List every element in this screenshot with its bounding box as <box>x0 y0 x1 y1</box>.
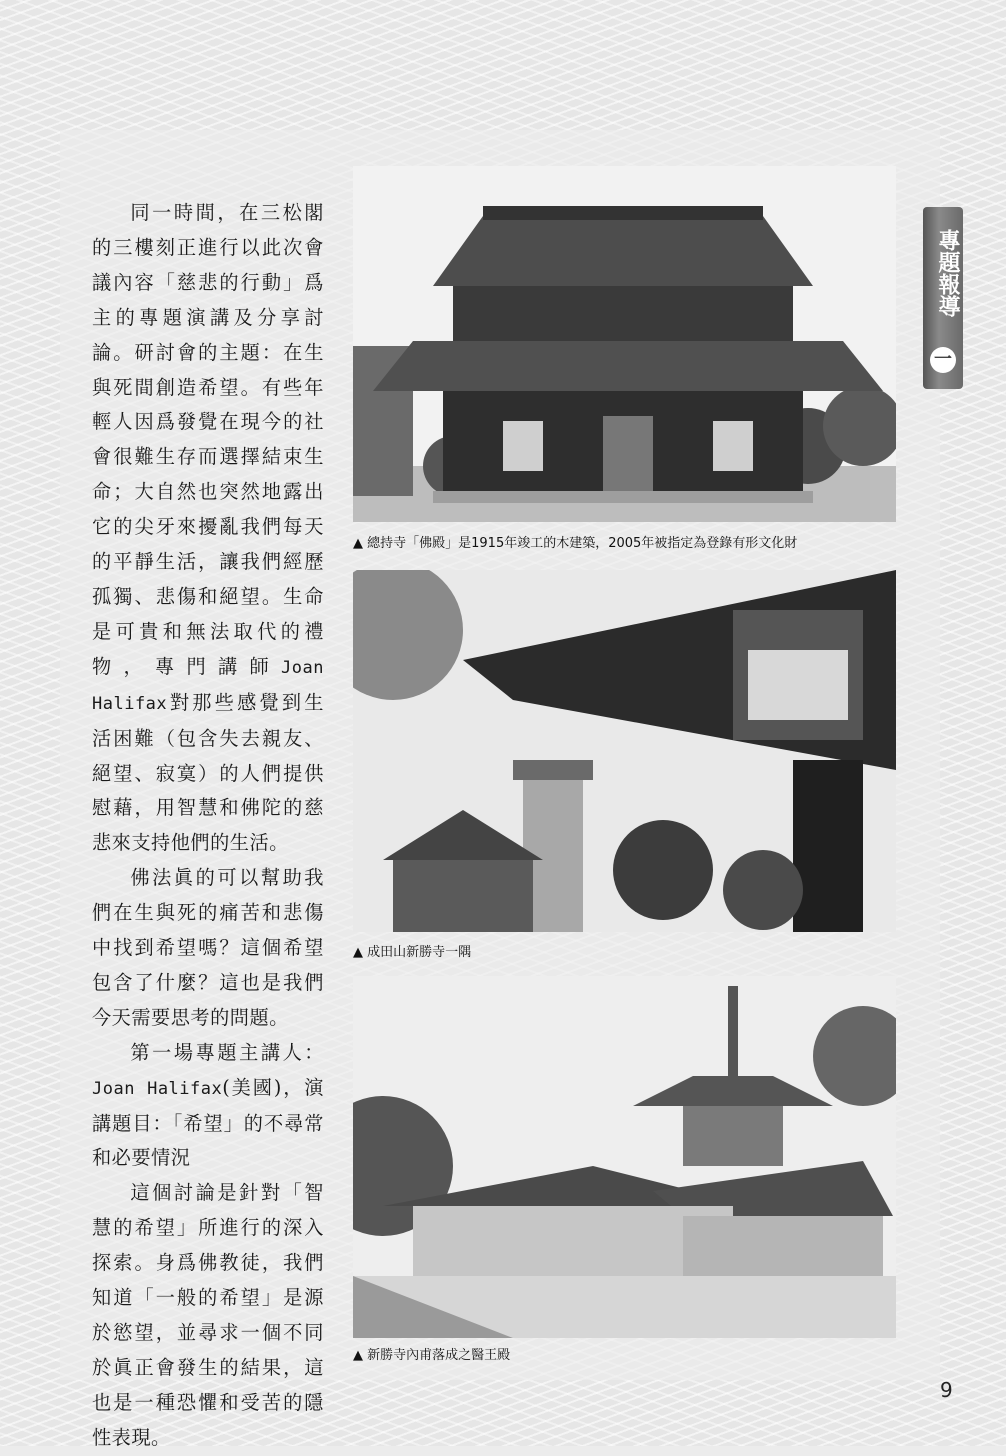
page-number: 9 <box>940 1378 953 1402</box>
speaker-name: Joan Halifax <box>92 657 324 714</box>
paragraph-2: 佛法眞的可以幫助我們在生與死的痛苦和悲傷中找到希望嗎？這個希望包含了什麼？這也是我們今天需要思考的問題。 <box>92 866 324 1029</box>
section-tab-label: 專題報導 <box>935 229 961 317</box>
caption-photo-1: ▲ 總持寺「佛殿」是1915年竣工的木建築，2005年被指定為登錄有形文化財 <box>353 536 798 551</box>
paragraph-1-text: 同一時間，在三松閣的三樓刻正進行以此次會議內容「慈悲的行動」爲主的專題演講及分享討論。研討會的主題：在生與死間創造希望。有些年輕人因爲發覺在現今的社會很難生存而選擇結束生命；大自然也突然地露出它的尖牙來擾亂我們每天的平靜生活，讓我們經歷孤獨、悲傷和絕望。生命是可貴和無法取代的禮物，專門講師 <box>92 201 324 678</box>
paragraph-1-rest: 對那些感覺到生活困難（包含失去親友、絕望、寂寞）的人們提供慰藉，用智慧和佛陀的慈悲來支持他們的生活。 <box>92 690 324 855</box>
paragraph-3 <box>92 1036 324 1177</box>
pagoda-hall-illustration <box>353 976 896 1338</box>
paragraph-1 <box>92 196 324 861</box>
speaker-name-2: Joan Halifax <box>92 1078 223 1099</box>
section-tab <box>915 203 967 395</box>
paragraph-3-rest: (美國)，演講題目：「希望」的不尋常和必要情況 <box>92 1075 324 1170</box>
caption-photo-3: ▲ 新勝寺內甫落成之醫王殿 <box>353 1348 511 1363</box>
caption-photo-2: ▲ 成田山新勝寺一隅 <box>353 945 472 960</box>
photo-iodenhall <box>353 976 896 1338</box>
paragraph-4: 這個討論是針對「智慧的希望」所進行的深入探索。身爲佛教徒，我們知道「一般的希望」是源於慾望，並尋求一個不同於眞正會發生的結果，這也是一種恐懼和受苦的隱性表現。 <box>92 1181 324 1449</box>
section-tab-number: 一 <box>930 347 956 373</box>
photo-naritasan-corner <box>353 570 896 932</box>
paragraph-3-lead: 第一場專題主講人： <box>130 1040 324 1064</box>
temple-hall-illustration <box>353 166 896 522</box>
temple-eave-lantern-illustration <box>353 570 896 932</box>
article-text-column <box>92 196 324 1456</box>
photo-sojiji-butsuden <box>353 166 896 522</box>
